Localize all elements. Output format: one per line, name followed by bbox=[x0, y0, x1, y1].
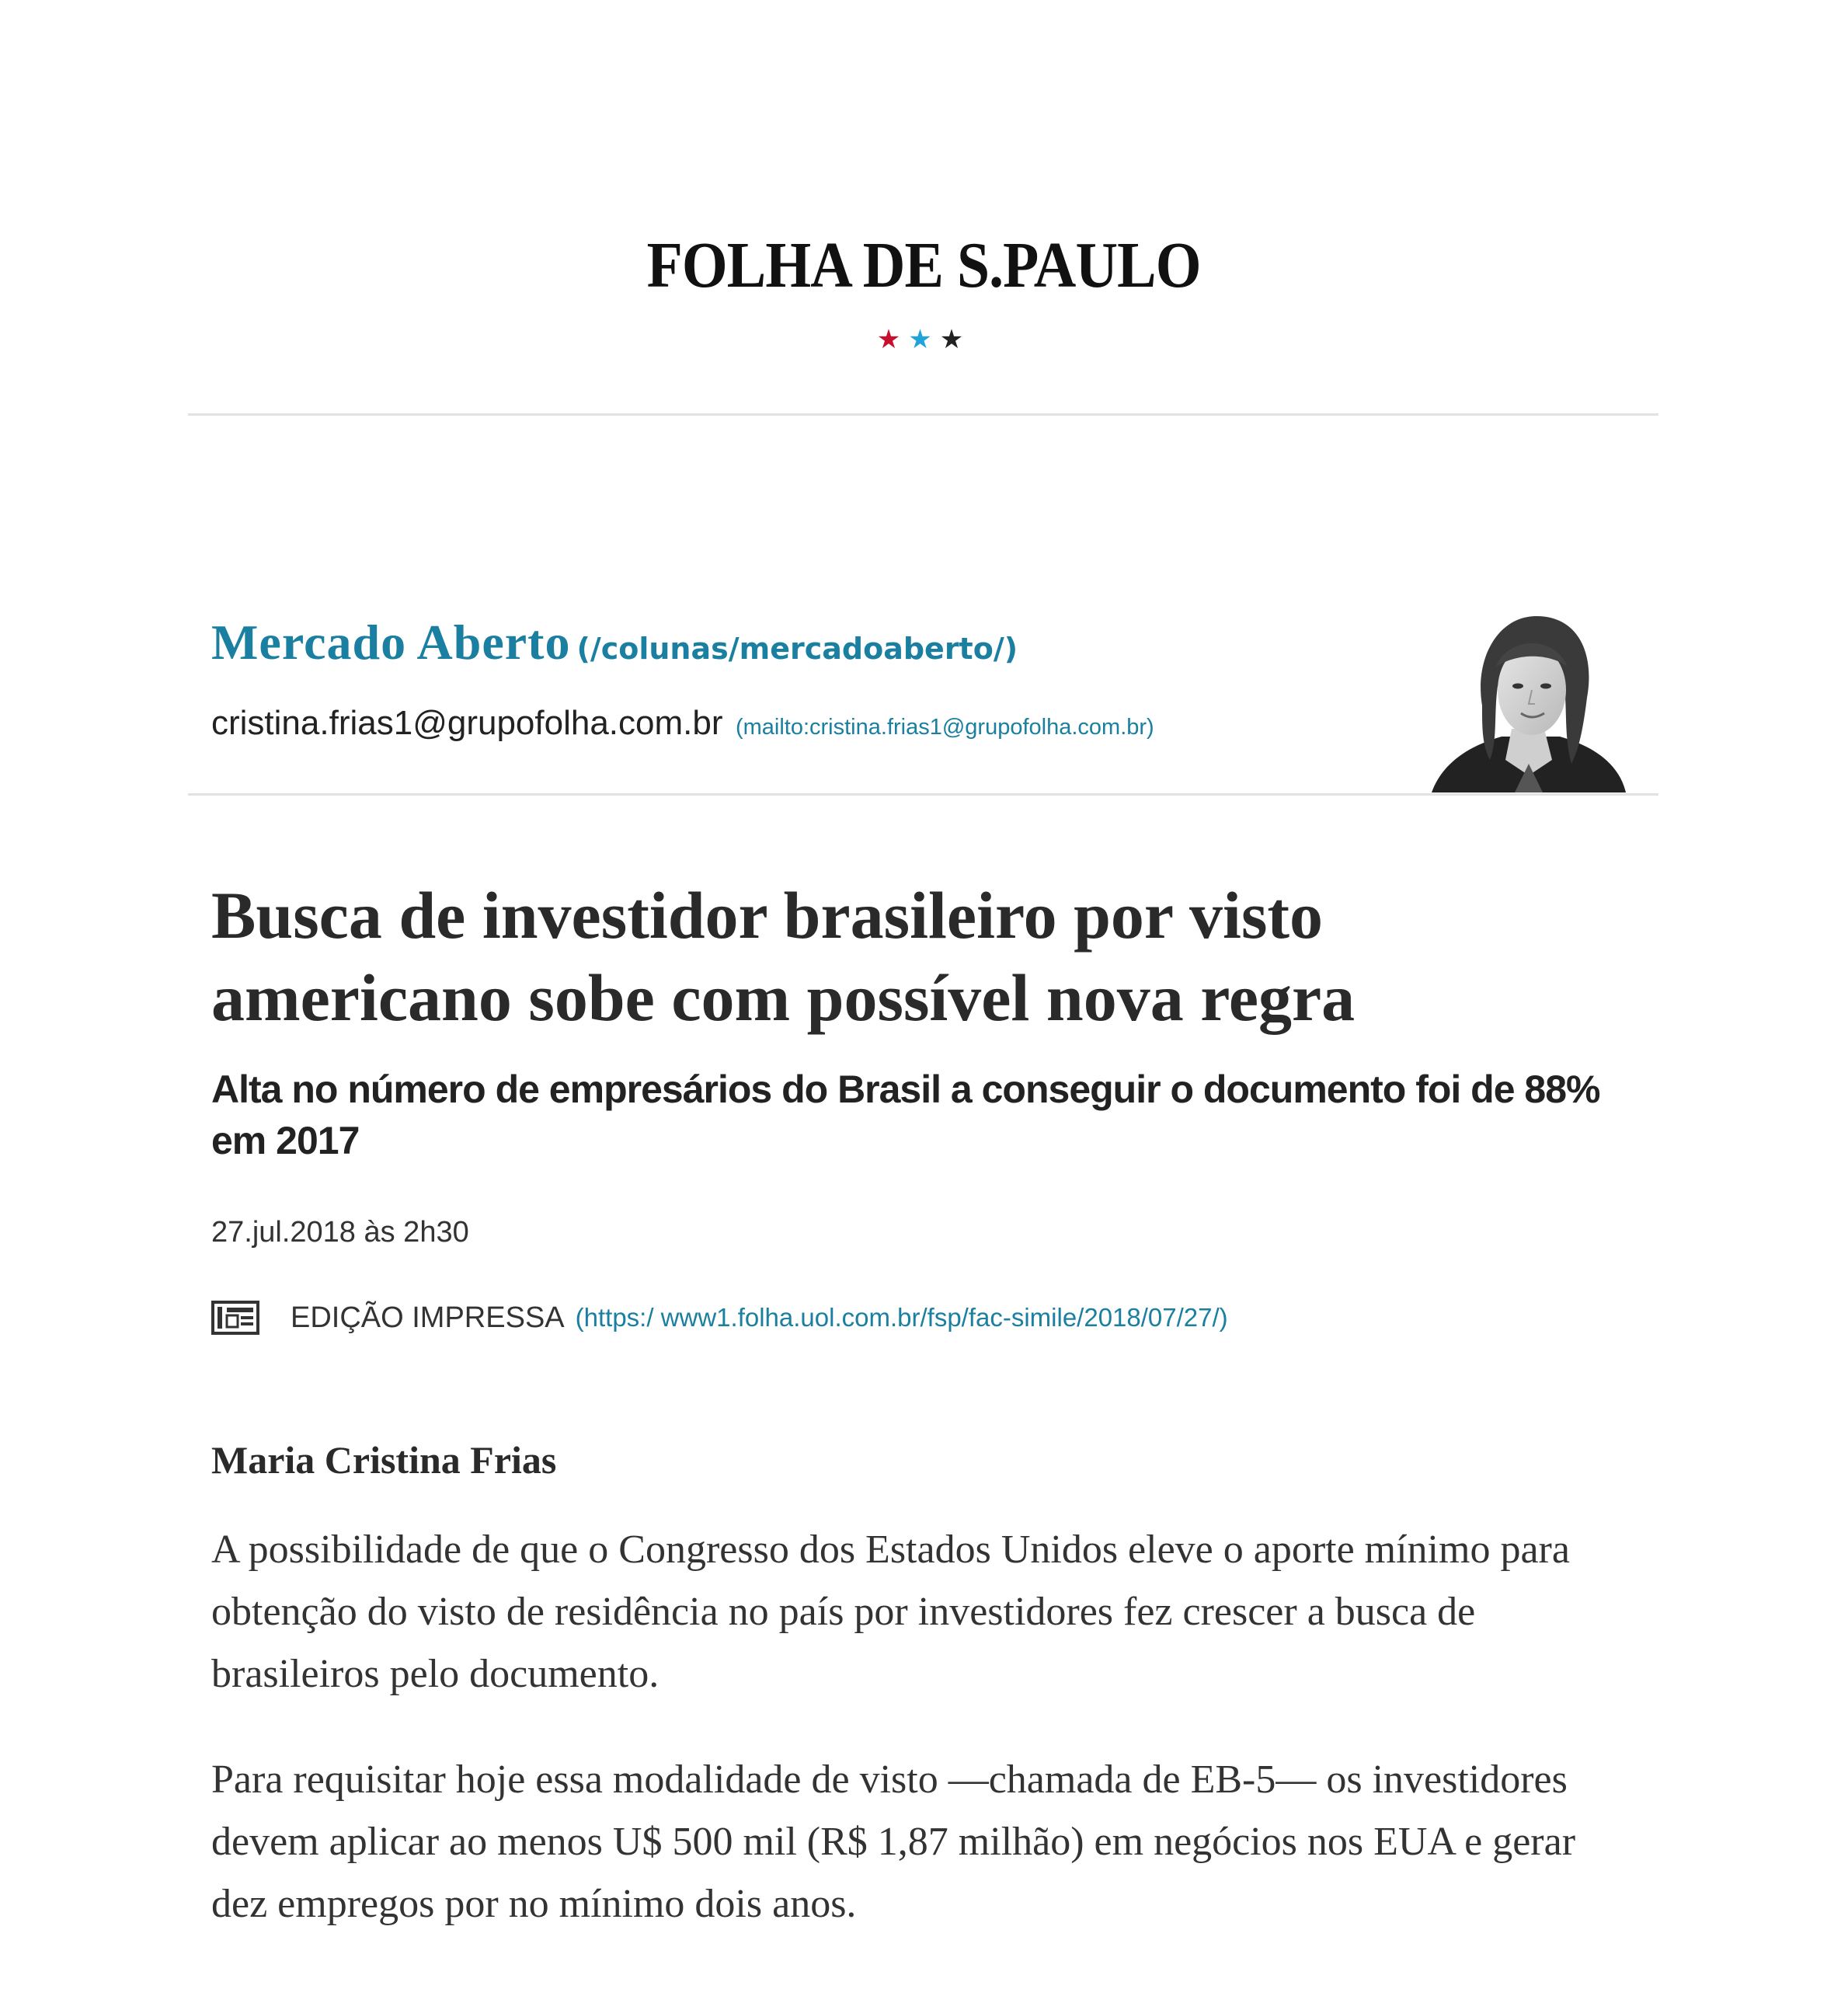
article-headline: Busca de investidor brasileiro por visto americano sobe com possível nova regra bbox=[211, 878, 1356, 1035]
article-paragraph: Para requisitar hoje essa modalidade de visto —chamada de EB-5— os investidores devem aplicar ao menos U$ 500 mil (R$ 1,87 milhão) em negócios nos EUA e gerar dez empregos por no mínimo dois anos. bbox=[211, 1757, 1576, 1926]
column-name-link[interactable]: Mercado Aberto bbox=[211, 615, 571, 670]
star-blue-icon: ★ bbox=[908, 325, 940, 354]
print-edition-label: EDIÇÃO IMPRESSA bbox=[291, 1301, 565, 1334]
column-title bbox=[211, 614, 1018, 671]
print-edition-row bbox=[211, 1301, 1228, 1335]
mailto-link[interactable]: (mailto:cristina.frias1@grupofolha.com.br) bbox=[735, 715, 1154, 740]
author-photo bbox=[1428, 612, 1630, 792]
star-black-icon: ★ bbox=[939, 325, 972, 354]
column-divider bbox=[188, 793, 1658, 796]
column-url[interactable]: (/colunas/mercadoaberto/) bbox=[576, 632, 1018, 666]
print-edition-link[interactable]: (https:/ www1.folha.uol.com.br/fsp/fac-simile/2018/07/27/) bbox=[575, 1303, 1228, 1332]
site-logo[interactable]: FOLHA DE S.PAULO bbox=[647, 229, 1201, 301]
author-email[interactable]: cristina.frias1@grupofolha.com.br bbox=[211, 704, 723, 742]
author-byline: Maria Cristina Frias bbox=[211, 1438, 557, 1482]
author-portrait-icon bbox=[1428, 612, 1630, 792]
logo-wrapper[interactable] bbox=[0, 229, 1848, 301]
star-red-icon: ★ bbox=[876, 325, 909, 354]
logo-stars bbox=[0, 324, 1848, 355]
article-paragraph: A possibilidade de que o Congresso dos Estados Unidos eleve o aporte mínimo para obtenção do visto de residência no país por investidores fez crescer a busca de brasileiros pelo documento. bbox=[211, 1527, 1570, 1696]
header-divider bbox=[188, 413, 1658, 416]
publish-date: 27.jul.2018 às 2h30 bbox=[211, 1216, 469, 1249]
newspaper-icon bbox=[211, 1301, 259, 1335]
email-line bbox=[211, 704, 1154, 743]
article-subheadline: Alta no número de empresários do Brasil a conseguir o documento foi de 88% em 2017 bbox=[211, 1068, 1600, 1162]
